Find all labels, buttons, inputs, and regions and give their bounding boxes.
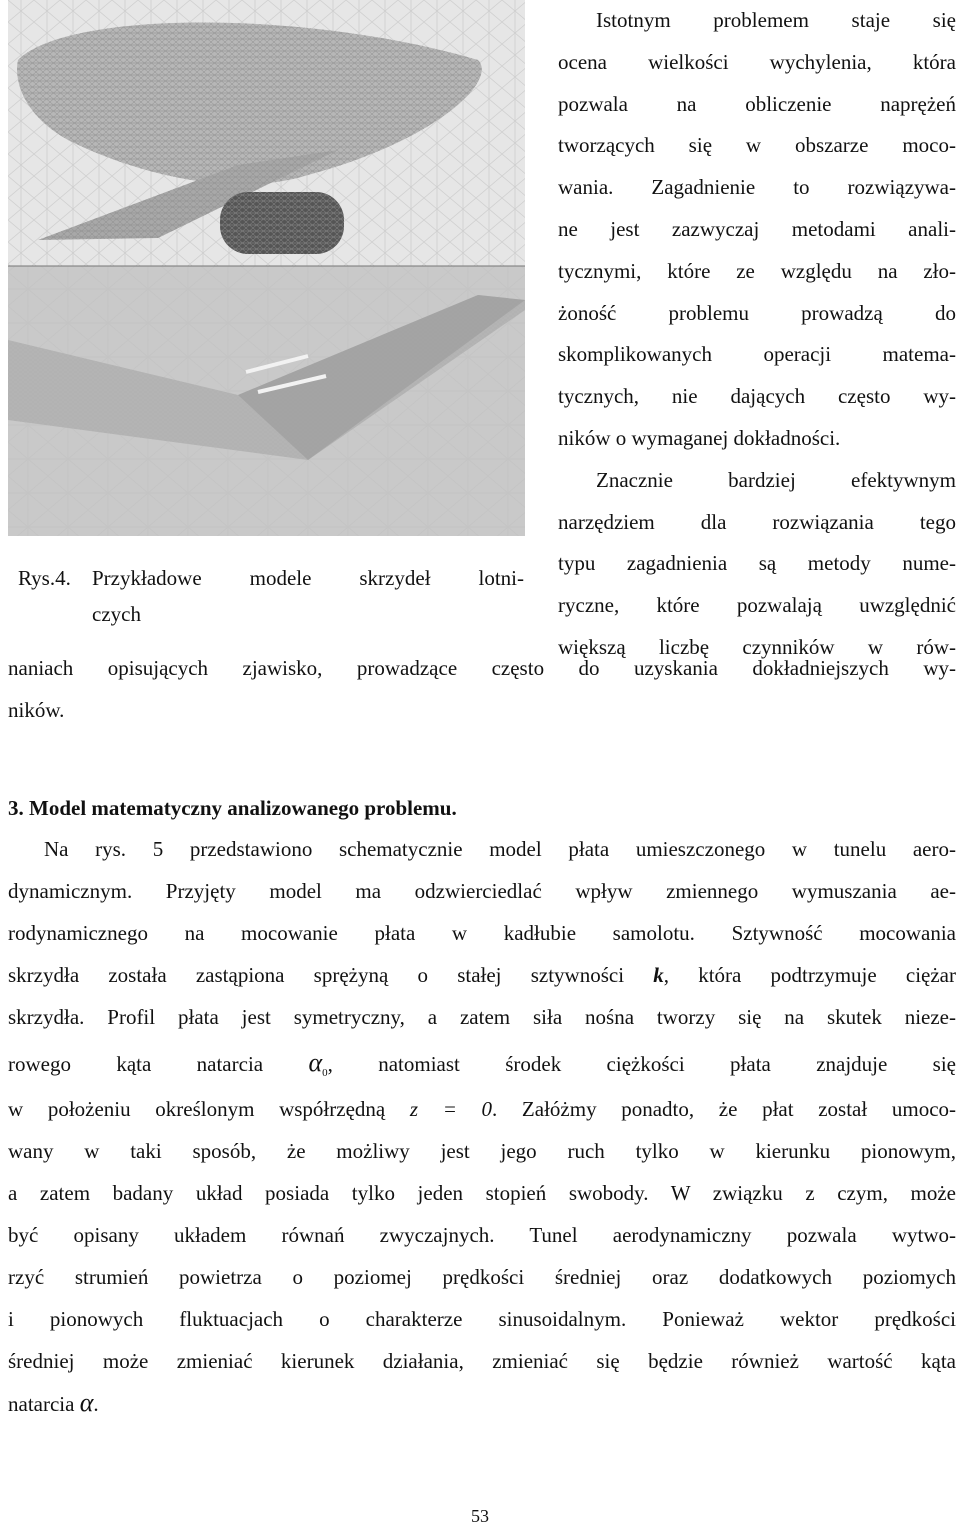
text-line: Na rys. 5 przedstawiono schematycznie model płata umieszczonego w tunelu aero-: [44, 837, 956, 861]
text-fragment: w położeniu określonym współrzędną: [8, 1097, 386, 1121]
text-fragment: skrzydła została zastąpiona sprężyną o stałej sztywności: [8, 963, 625, 987]
text-line: wany w taki sposób, że możliwy jest jego ruch tylko w kierunku pionowym,: [8, 1139, 956, 1163]
text-line: wania. Zagadnienie to rozwiązywa-: [558, 175, 956, 200]
text-line: ników.: [8, 697, 65, 722]
text-line: narzędziem dla rozwiązania tego: [558, 509, 956, 534]
text-fragment: rowego kąta natarcia: [8, 1052, 264, 1076]
text-line: [8, 1088, 956, 1130]
text-fragment: , która podtrzymuje ciężar: [663, 963, 956, 987]
section-heading: 3. Model matematyczny analizowanego problemu.: [8, 796, 457, 820]
text-line: dynamicznym. Przyjęty model ma odzwierciedlać wpływ zmiennego wymuszania ae-: [8, 879, 956, 903]
text-line: większą liczbę czynników w rów-: [558, 634, 956, 659]
caption-text: czych: [92, 602, 141, 626]
text-line: ryczne, które pozwalają uwzględnić: [558, 593, 956, 618]
paragraph-continuation: [8, 648, 956, 732]
text-line: być opisany układem równań zwyczajnych. Tunel aerodynamiczny pozwala wytwo-: [8, 1223, 956, 1247]
text-line: tycznych, nie dających często wy-: [558, 384, 956, 409]
text-fragment: .: [93, 1392, 99, 1416]
text-fragment: . Załóżmy ponadto, że płat został umoco-: [492, 1097, 957, 1121]
text-line: rzyć strumień powietrza o poziomej prędkości średniej oraz dodatkowych poziomych: [8, 1265, 956, 1289]
text-line: [8, 954, 956, 996]
text-fragment: , natomiast środek ciężkości płata znajduje się: [327, 1052, 957, 1076]
text-line: ników o wymaganej dokładności.: [558, 425, 841, 450]
text-line: Istotnym problemem staje się: [596, 8, 956, 32]
caption-label: Rys.4.: [18, 566, 71, 590]
text-line: ocena wielkości wychylenia, która: [558, 49, 956, 74]
text-line: naniach opisujących zjawisko, prowadzące często do uzyskania dokładniejszych wy-: [8, 656, 956, 680]
symbol-z: z = 0: [409, 1097, 493, 1121]
wing-mesh-figure: [8, 0, 525, 536]
text-line: żoność problemu prowadzą do: [558, 300, 956, 325]
text-line: a zatem badany układ posiada tylko jeden stopień swobody. W związku z czym, może: [8, 1181, 956, 1205]
section-body: [8, 828, 956, 1424]
text-line: tycznymi, które ze względu na zło-: [558, 258, 956, 283]
symbol-alpha: α: [79, 1388, 94, 1417]
text-line: pozwala na obliczenie naprężeń: [558, 91, 956, 116]
symbol-k: k: [653, 963, 664, 987]
text-line: [8, 1382, 956, 1424]
text-fragment: natarcia: [8, 1392, 75, 1416]
right-column-text: [558, 0, 956, 669]
text-line: rodynamicznego na mocowanie płata w kadłubie samolotu. Sztywność mocowania: [8, 921, 956, 945]
text-line: Znacznie bardziej efektywnym: [596, 467, 956, 492]
text-line: średniej może zmieniać kierunek działania, zmieniać się będzie również wartość kąta: [8, 1349, 956, 1373]
text-line: skomplikowanych operacji matema-: [558, 342, 956, 367]
text-line: [8, 1038, 956, 1088]
text-line: tworzących się w obszarze moco-: [558, 133, 956, 158]
text-line: i pionowych fluktuacjach o charakterze sinusoidalnym. Ponieważ wektor prędkości: [8, 1307, 956, 1331]
wing-mesh-image: [8, 0, 525, 536]
symbol-subscript: 0: [322, 1067, 328, 1080]
symbol-alpha: α: [308, 1048, 323, 1077]
text-line: skrzydła. Profil płata jest symetryczny, a zatem siła nośna tworzy się na skutek nieze-: [8, 1005, 956, 1029]
text-line: typu zagadnienia są metody nume-: [558, 551, 956, 576]
page-number: 53: [471, 1506, 489, 1526]
caption-text: Przykładowe modele skrzydeł lotni-: [92, 566, 524, 590]
text-line: ne jest zazwyczaj metodami anali-: [558, 216, 956, 241]
